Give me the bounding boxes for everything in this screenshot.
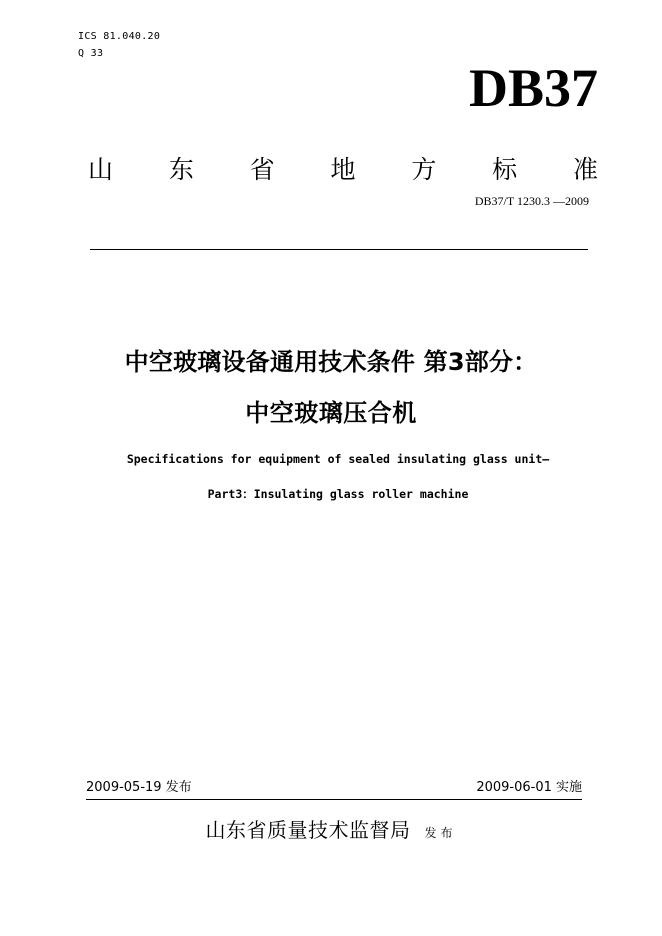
publish-label: 发布 bbox=[424, 826, 457, 840]
title-chinese-line-1: 中空玻璃设备通用技术条件 第3部分： bbox=[124, 348, 538, 376]
top-divider bbox=[90, 249, 588, 250]
title-english-line-1: Specifications for equipment of sealed insulating glass unit— bbox=[126, 452, 550, 466]
title-chinese-line-2: 中空玻璃压合机 bbox=[245, 399, 417, 427]
bottom-divider bbox=[86, 799, 582, 800]
standard-type-char: 山 bbox=[88, 155, 114, 184]
title-english-line-2: Part3：Insulating glass roller machine bbox=[207, 487, 469, 501]
standard-type-char: 省 bbox=[249, 155, 275, 184]
standard-type-char: 标 bbox=[492, 155, 518, 184]
standard-type-char: 地 bbox=[330, 155, 356, 184]
standard-type-char: 方 bbox=[411, 155, 437, 184]
issue-date: 2009-05-19 发布 bbox=[86, 780, 192, 795]
publisher-block bbox=[0, 815, 662, 848]
standard-mark: DB37 bbox=[468, 58, 598, 118]
standard-type-char: 准 bbox=[572, 155, 598, 184]
publisher-name: 山东省质量技术监督局 bbox=[205, 818, 411, 842]
ccs-code: Q 33 bbox=[78, 48, 104, 59]
standard-number: DB37/T 1230.3 —2009 bbox=[474, 194, 589, 208]
implementation-date: 2009-06-01 实施 bbox=[476, 780, 582, 795]
standard-type-char: 东 bbox=[168, 155, 194, 184]
ics-code: ICS 81.040.20 bbox=[78, 31, 161, 42]
standard-type-title bbox=[88, 150, 598, 190]
